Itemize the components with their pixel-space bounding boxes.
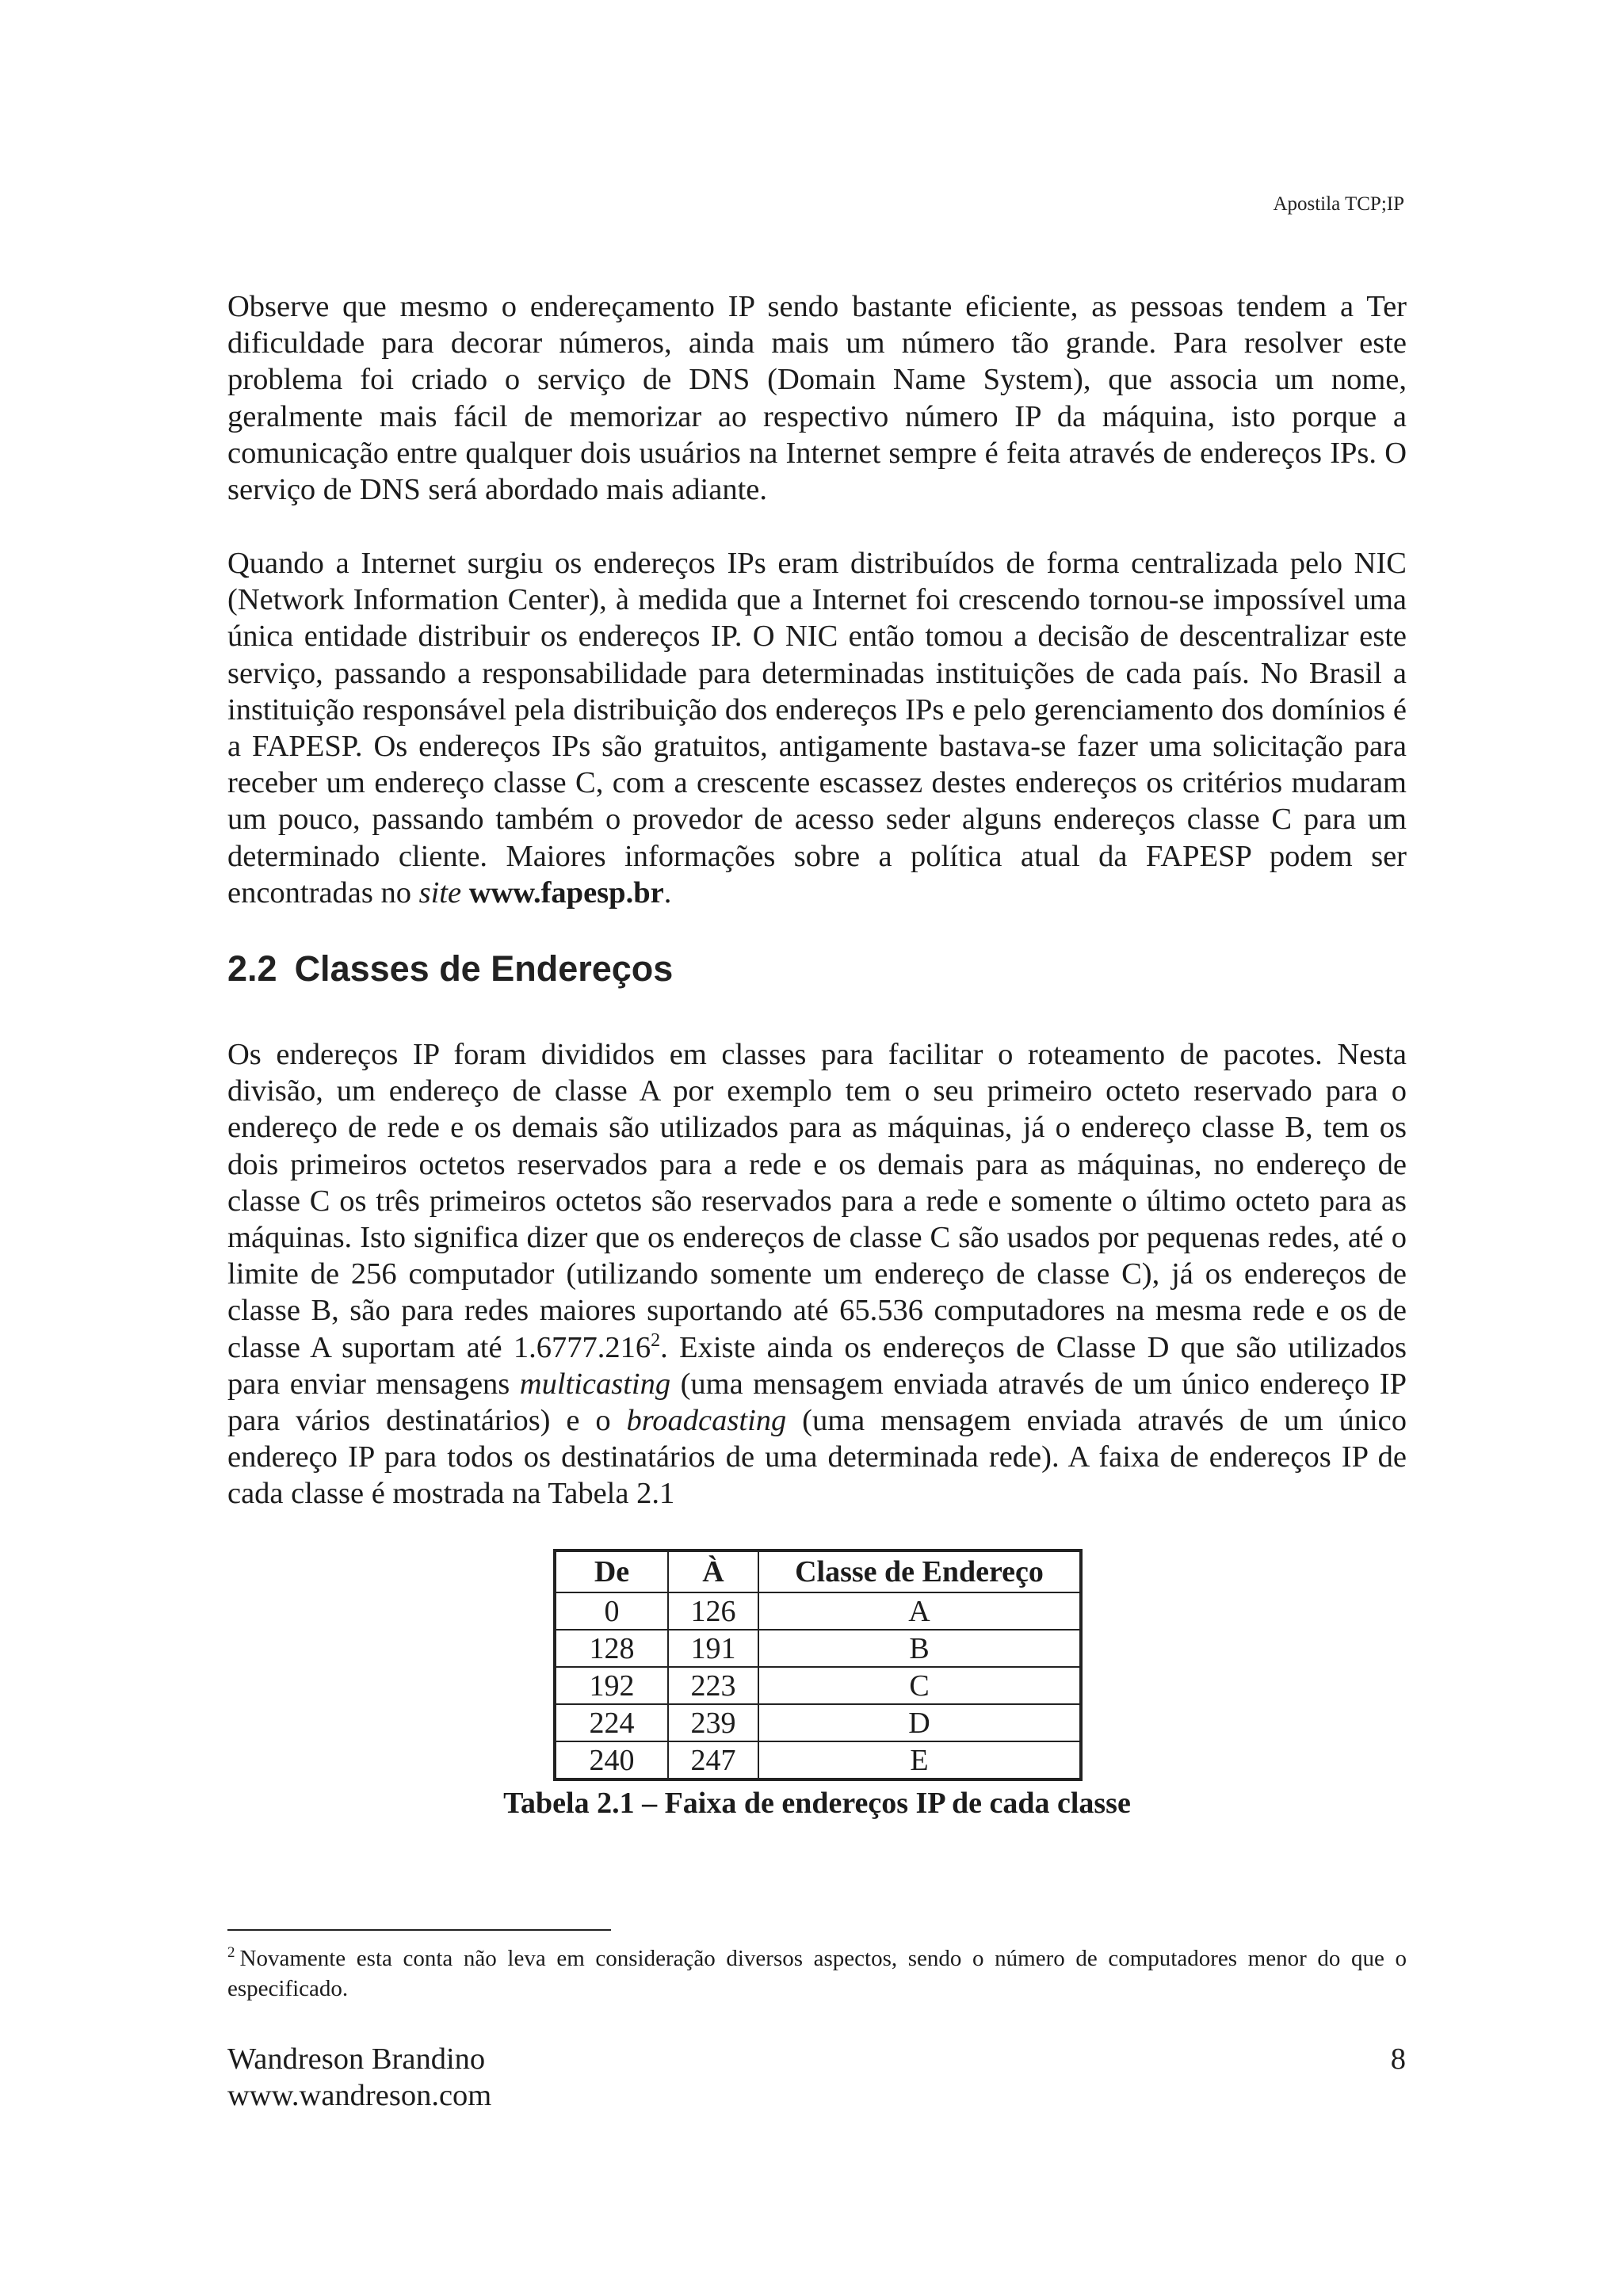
term-broadcasting: broadcasting — [626, 1404, 787, 1438]
paragraph-nic-end: . — [663, 875, 672, 910]
cell-de: 0 — [555, 1592, 668, 1630]
cell-classe: E — [758, 1741, 1081, 1779]
footer-author: Wandreson Brandino — [227, 2042, 486, 2076]
paragraph-dns: Observe que mesmo o endereçamento IP sendo bastante eficiente, as pessoas tendem a Ter dificuldade para decorar números, ainda mais um número tão grande. Para resolver este problema foi criado o serviço de DNS (Domain Name System), que associa um nome, geralmente mais fácil de memorizar ao respectivo número IP da máquina, isto porque a comunicação entre qualquer dois usuários na Internet sempre é feita através de endereços IPs. O serviço de DNS será abordado mais adiante. — [227, 290, 1407, 507]
table-row — [555, 1704, 1081, 1741]
header-a: À — [668, 1550, 758, 1592]
footnote — [227, 1943, 1407, 2004]
cell-classe: B — [758, 1630, 1081, 1667]
paragraph-classes — [227, 1036, 1407, 1512]
paragraph-classes-part4: (uma mensagem enviada através de um único endereço IP para todos os destinatários de uma determinada rede). A faixa de endereços IP de cada classe é mostrada na Tabela 2.1 — [227, 1404, 1407, 1511]
cell-a: 126 — [668, 1592, 758, 1630]
paragraph-classes-part2: . Existe ainda os endereços de Classe D que são utilizados para enviar mensagens — [227, 1330, 1407, 1401]
footnote-reference[interactable]: 2 — [651, 1329, 661, 1351]
cell-classe: A — [758, 1592, 1081, 1630]
header-classe: Classe de Endereço — [758, 1550, 1081, 1592]
footnote-separator — [227, 1929, 611, 1931]
table-row — [555, 1667, 1081, 1704]
cell-a: 223 — [668, 1667, 758, 1704]
cell-a: 239 — [668, 1704, 758, 1741]
cell-de: 224 — [555, 1704, 668, 1741]
cell-de: 128 — [555, 1630, 668, 1667]
footer-website[interactable]: www.wandreson.com — [227, 2079, 492, 2112]
cell-classe: C — [758, 1667, 1081, 1704]
footnote-number: 2 — [227, 1944, 235, 1962]
cell-a: 247 — [668, 1741, 758, 1779]
running-header: Apostila TCP;IP — [1273, 193, 1404, 215]
term-multicasting: multicasting — [519, 1367, 671, 1401]
table-row — [555, 1741, 1081, 1779]
fapesp-link[interactable]: www.fapesp.br — [468, 875, 664, 910]
ip-class-table — [553, 1549, 1083, 1781]
section-number: 2.2 — [227, 948, 277, 989]
paragraph-classes-part1: Os endereços IP foram divididos em classes para facilitar o roteamento de pacotes. Nesta divisão, um endereço de classe A por exemplo tem o seu primeiro octeto reservado para o endereço de rede e os demais são utilizados para as máquinas, já o endereço classe B, tem os dois primeiros octetos reservados para a rede e os demais para as máquinas, no endereço de classe C os três primeiros octetos são reservados para a rede e somente o último octeto para as máquinas. Isto significa dizer que os endereços de classe C são usados por pequenas redes, até o limite de 256 computador (utilizando somente um endereço de classe C), já os endereços de classe B, são para redes maiores suportando até 65.536 computadores na mesma rede e os de classe A suportam até 1.6777.216 — [227, 1038, 1407, 1364]
section-title: Classes de Endereços — [294, 948, 674, 989]
section-heading — [227, 948, 673, 990]
table-row — [555, 1630, 1081, 1667]
footer-author-block — [227, 2041, 491, 2114]
paragraph-nic-text: Quando a Internet surgiu os endereços IPs eram distribuídos de forma centralizada pelo NIC (Network Information Center), à medida que a Internet foi crescendo tornou-se impossível uma única entidade distribuir os endereços IP. O NIC então tomou a decisão de descentralizar este serviço, passando a responsabilidade para determinadas instituições de cada país. No Brasil a instituição responsável pela distribuição dos endereços IPs e pelo gerenciamento dos domínios é a FAPESP. Os endereços IPs são gratuitos, antigamente bastava-se fazer uma solicitação para receber um endereço classe C, com a crescente escassez destes endereços os critérios mudaram um pouco, passando também o provedor de acesso seder alguns endereços classe C para um determinado cliente. Maiores informações sobre a política atual da FAPESP podem ser encontradas no — [227, 547, 1407, 910]
cell-classe: D — [758, 1704, 1081, 1741]
footnote-text: Novamente esta conta não leva em consideração diversos aspectos, sendo o número de computadores menor do que o especificado. — [227, 1946, 1407, 2001]
cell-de: 192 — [555, 1667, 668, 1704]
cell-a: 191 — [668, 1630, 758, 1667]
table-caption: Tabela 2.1 – Faixa de endereços IP de cada classe — [503, 1787, 1131, 1820]
cell-de: 240 — [555, 1741, 668, 1779]
header-de: De — [555, 1550, 668, 1592]
table-row — [555, 1592, 1081, 1630]
table-header-row — [555, 1550, 1081, 1592]
paragraph-classes-part3: (uma mensagem enviada através de um único endereço IP para vários destinatários) e o — [227, 1367, 1407, 1438]
paragraph-nic — [227, 545, 1407, 911]
page-number: 8 — [1390, 2042, 1406, 2076]
site-word: site — [418, 875, 462, 910]
